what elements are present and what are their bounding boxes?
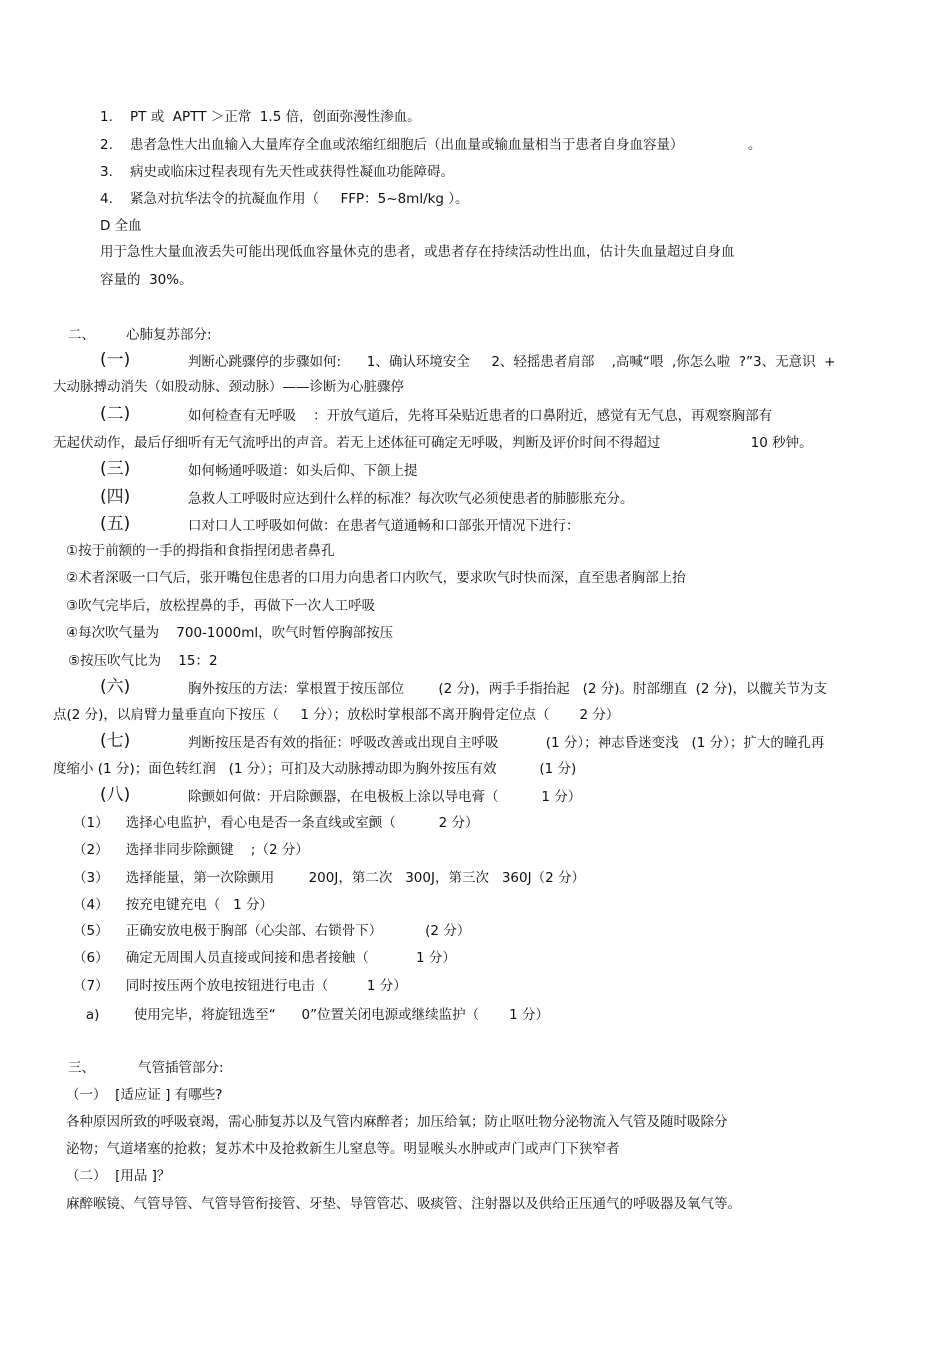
intubation-q1-text-2: 泌物；气道堵塞的抢救；复苏术中及抢救新生儿窒息等。明显喉头水肿或声门或声门下狭窄者: [66, 1141, 620, 1157]
whole-blood-text-1: 用于急性大量血液丢失可能出现低血容量休克的患者，或患者存在持续活动性出血，估计失血量超过自身血: [100, 244, 735, 260]
q7-line-1: 判断按压是否有效的指征：呼吸改善或出现自主呼吸 (1 分）；神志昏迷变浅 (1 分）；扩大的瞳孔再: [188, 735, 825, 751]
q8-step-2: （2） 选择非同步除颤键 ;（2 分）: [73, 842, 309, 858]
q4-number: (四): [100, 487, 131, 507]
q5-step-5: ⑤按压吹气比为 15：2: [68, 653, 218, 669]
q6-line-2: 点(2 分)，以肩臂力量垂直向下按压（ 1 分）；放松时掌根部不离开胸骨定位点（ 2 分）: [53, 707, 620, 723]
q4-line-1: 急救人工呼吸时应达到什么样的标准？每次吹气必须使患者的肺膨胀充分。: [188, 491, 634, 507]
q5-step-3: ③吹气完毕后，放松捏鼻的手，再做下一次人工呼吸: [66, 598, 376, 614]
q5-step-1: ①按于前额的一手的拇指和食指捏闭患者鼻孔: [66, 543, 335, 559]
q8-step-1: （1） 选择心电监护，看心电是否一条直线或室颤（ 2 分）: [73, 815, 479, 831]
q8-step-6: （6） 确定无周围人员直接或间接和患者接触（ 1 分）: [73, 950, 456, 966]
q2-line-2: 无起伏动作，最后仔细听有无气流呼出的声音。若无上述体征可确定无呼吸，判断及评价时间不得超过 10 秒钟。: [53, 435, 813, 451]
q6-number: (六): [100, 677, 131, 697]
q3-number: (三): [100, 459, 131, 479]
q8-step-a: a) 使用完毕，将旋钮选至“ 0”位置关闭电源或继续监护（ 1 分）: [73, 1007, 549, 1023]
section-three-number: 三、: [68, 1060, 95, 1076]
q7-number: (七): [100, 731, 131, 751]
section-two-heading: 心肺复苏部分:: [126, 327, 212, 343]
q3-line-1: 如何畅通呼吸道：如头后仰、下颌上提: [188, 463, 418, 479]
q1-line-2: 大动脉搏动消失（如股动脉、颈动脉）——诊断为心脏骤停: [53, 379, 404, 395]
indication-item-3: 3. 病史或临床过程表现有先天性或获得性凝血功能障碍。: [100, 164, 455, 180]
q1-number: (一): [100, 350, 131, 370]
whole-blood-heading: D 全血: [100, 218, 142, 234]
section-two-number: 二、: [68, 327, 95, 343]
indication-item-4: 4. 紧急对抗华法令的抗凝血作用（ FFP：5~8ml/kg ）。: [100, 191, 469, 207]
q8-step-3: （3） 选择能量，第一次除颤用 200J，第二次 300J，第三次 360J（2 分）: [73, 870, 585, 886]
q8-line-1: 除颤如何做：开启除颤器，在电极板上涂以导电膏（ 1 分）: [188, 789, 582, 805]
q8-step-4: （4） 按充电键充电（ 1 分）: [73, 897, 274, 913]
indication-item-2: 2. 患者急性大出血输入大量库存全血或浓缩红细胞后（出血量或输血量相当于患者自身血容量） 。: [100, 137, 762, 153]
q5-line-1: 口对口人工呼吸如何做：在患者气道通畅和口部张开情况下进行：: [188, 518, 580, 534]
intubation-q1-title: （一） [适应证 ] 有哪些?: [66, 1087, 223, 1103]
q6-line-1: 胸外按压的方法：掌根置于按压部位 (2 分)，两手手指抬起 (2 分)。肘部绷直 (2 分)，以髋关节为支: [188, 681, 828, 697]
q1-line-1: 判断心跳骤停的步骤如何: 1、确认环境安全 2、轻摇患者肩部 ,高喊“喂 ,你怎么啦 ?”3、无意识 +: [188, 354, 836, 370]
q8-step-5: （5） 正确安放电极于胸部（心尖部、右锁骨下） (2 分）: [73, 923, 471, 939]
intubation-q2-title: （二） [用品 ]？: [66, 1168, 171, 1184]
indication-item-1: 1. PT 或 APTT ＞正常 1.5 倍，创面弥漫性渗血。: [100, 109, 421, 125]
q5-number: (五): [100, 514, 131, 534]
q2-line-1: 如何检查有无呼吸 ：开放气道后，先将耳朵贴近患者的口鼻附近，感觉有无气息，再观察胸部有: [188, 408, 773, 424]
q2-number: (二): [100, 404, 131, 424]
whole-blood-text-2: 容量的 30%。: [100, 272, 193, 288]
section-three-heading: 气管插管部分:: [138, 1060, 224, 1076]
q5-step-2: ②术者深吸一口气后，张开嘴包住患者的口用力向患者口内吹气，要求吹气时快而深，直至患者胸部上抬: [66, 570, 686, 586]
intubation-q1-text-1: 各种原因所致的呼吸衰竭，需心肺复苏以及气管内麻醉者；加压给氧；防止呕吐物分泌物流入气管及随时吸除分: [66, 1114, 728, 1130]
q5-step-4: ④每次吹气量为 700-1000ml，吹气时暂停胸部按压: [66, 625, 394, 641]
intubation-q2-text: 麻醉喉镜、气管导管、气管导管衔接管、牙垫、导管管芯、吸痰管、注射器以及供给正压通气的呼吸器及氧气等。: [66, 1196, 741, 1212]
q8-number: (八): [100, 785, 131, 805]
q8-step-7: （7） 同时按压两个放电按钮进行电击（ 1 分）: [73, 978, 407, 994]
q7-line-2: 度缩小 (1 分)；面色转红润 (1 分）；可扪及大动脉搏动即为胸外按压有效 (1 分): [53, 761, 577, 777]
